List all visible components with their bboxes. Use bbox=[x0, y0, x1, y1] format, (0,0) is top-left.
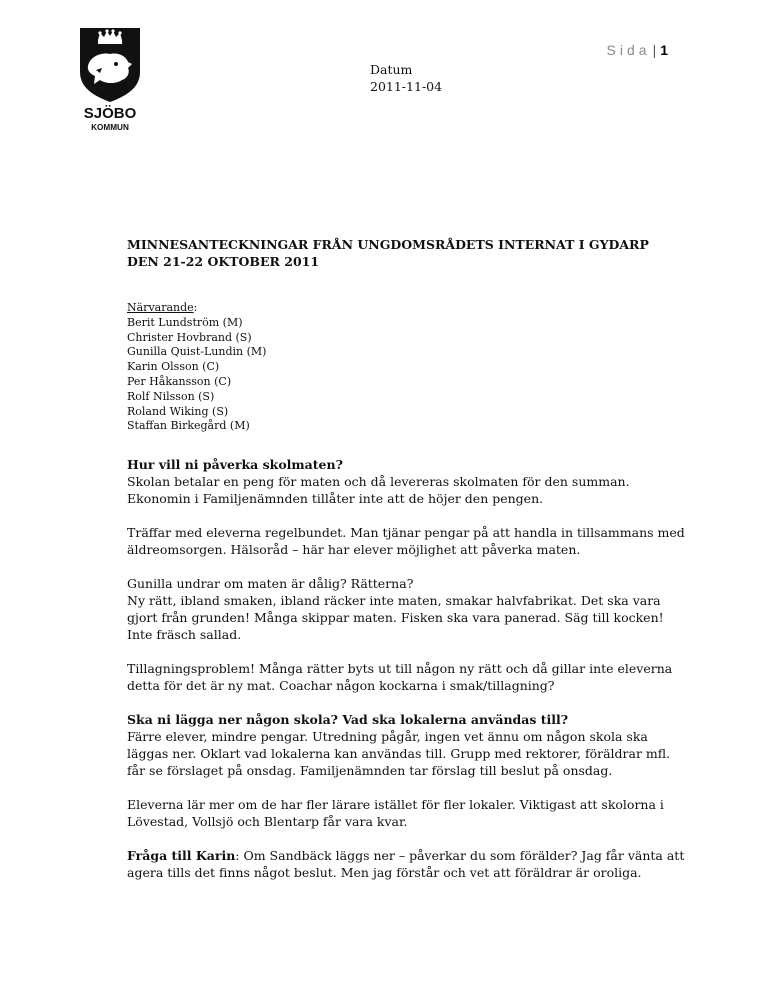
page-number-header bbox=[607, 42, 668, 58]
page-number: 1 bbox=[660, 42, 668, 58]
paragraph-line: Ny rätt, ibland smaken, ibland räcker inte maten, smakar halvfabrikat. Det ska vara gjort från grunden! Många skippar maten. Fisken ska vara panerad. Säg till kocken! Inte fräsch sallad. bbox=[127, 593, 664, 642]
date-label: Datum bbox=[370, 62, 413, 77]
question-text: : Om Sandbäck läggs ner – påverkar du som förälder? Jag får vänta att agera tills det finns något beslut. Men jag förstår och vet att föräldrar är oroliga. bbox=[127, 848, 685, 880]
paragraph-line: Gunilla undrar om maten är dålig? Rätterna? bbox=[127, 576, 414, 591]
attendee: Staffan Birkegård (M) bbox=[127, 419, 250, 433]
logo-text-bottom: KOMMUN bbox=[91, 123, 129, 132]
attendee: Christer Hovbrand (S) bbox=[127, 330, 252, 344]
paragraph: Färre elever, mindre pengar. Utredning pågår, ingen vet ännu om någon skola ska läggas ner. Oklart vad lokalerna kan användas till. Grupp med rektorer, föräldrar mfl. får se förslaget på onsdag. Familjenämnden tar förslag till beslut på onsdag. bbox=[127, 729, 671, 778]
attendees-list bbox=[127, 316, 266, 434]
attendees-label: Närvarande bbox=[127, 301, 194, 314]
attendee: Berit Lundström (M) bbox=[127, 315, 243, 329]
section-1-heading: Hur vill ni påverka skolmaten? bbox=[127, 457, 343, 472]
attendees-block: Närvarande: Berit Lundström (M) Christer Hovbrand (S) Gunilla Quist-Lundin (M) Karin Olsson (C) Per Håkansson (C) Rolf Nilsson (S) Roland Wiking (S) Staffan Birkegård (M) bbox=[127, 301, 267, 433]
paragraph: Träffar med eleverna regelbundet. Man tjänar pengar på att handla in tillsammans med äldreomsorgen. Hälsoråd – här har elever möjlighet att påverka maten. bbox=[127, 525, 685, 557]
section-1-question bbox=[127, 575, 687, 643]
title-line-2: DEN 21-22 OKTOBER 2011 bbox=[127, 254, 320, 269]
page-label: Sida bbox=[606, 42, 651, 58]
attendee: Karin Olsson (C) bbox=[127, 360, 220, 374]
document-title bbox=[127, 236, 687, 270]
paragraph: Skolan betalar en peng för maten och då levereras skolmaten för den summan. Ekonomin i Familjenämnden tillåter inte att de höjer den pengen. bbox=[127, 474, 630, 506]
title-line-1: MINNESANTECKNINGAR FRÅN UNGDOMSRÅDETS INTERNAT I GYDARP bbox=[127, 237, 649, 252]
section-2-heading: Ska ni lägga ner någon skola? Vad ska lokalerna användas till? bbox=[127, 712, 569, 727]
question-label: Fråga till Karin bbox=[127, 848, 236, 863]
date-block bbox=[370, 61, 442, 95]
page-separator: | bbox=[652, 42, 657, 58]
question-to-karin bbox=[127, 847, 687, 881]
section-1-intro bbox=[127, 456, 687, 507]
logo-text-top: SJÖBO bbox=[83, 105, 137, 122]
paragraph: Eleverna lär mer om de har fler lärare istället för fler lokaler. Viktigast att skolorna i Lövestad, Vollsjö och Blentarp får vara kvar. bbox=[127, 797, 664, 829]
attendee: Gunilla Quist-Lundin (M) bbox=[127, 345, 267, 359]
date-value: 2011-11-04 bbox=[370, 79, 443, 94]
attendee: Rolf Nilsson (S) bbox=[127, 389, 215, 403]
sjobo-kommun-logo bbox=[76, 26, 144, 136]
minutes-content bbox=[127, 456, 687, 898]
paragraph: Tillagningsproblem! Många rätter byts ut till någon ny rätt och då gillar inte eleverna detta för det är ny mat. Coachar någon kockarna i smak/tillagning? bbox=[127, 661, 673, 693]
attendee: Roland Wiking (S) bbox=[127, 404, 229, 418]
section-2-intro bbox=[127, 711, 687, 779]
attendee: Per Håkansson (C) bbox=[127, 374, 232, 388]
